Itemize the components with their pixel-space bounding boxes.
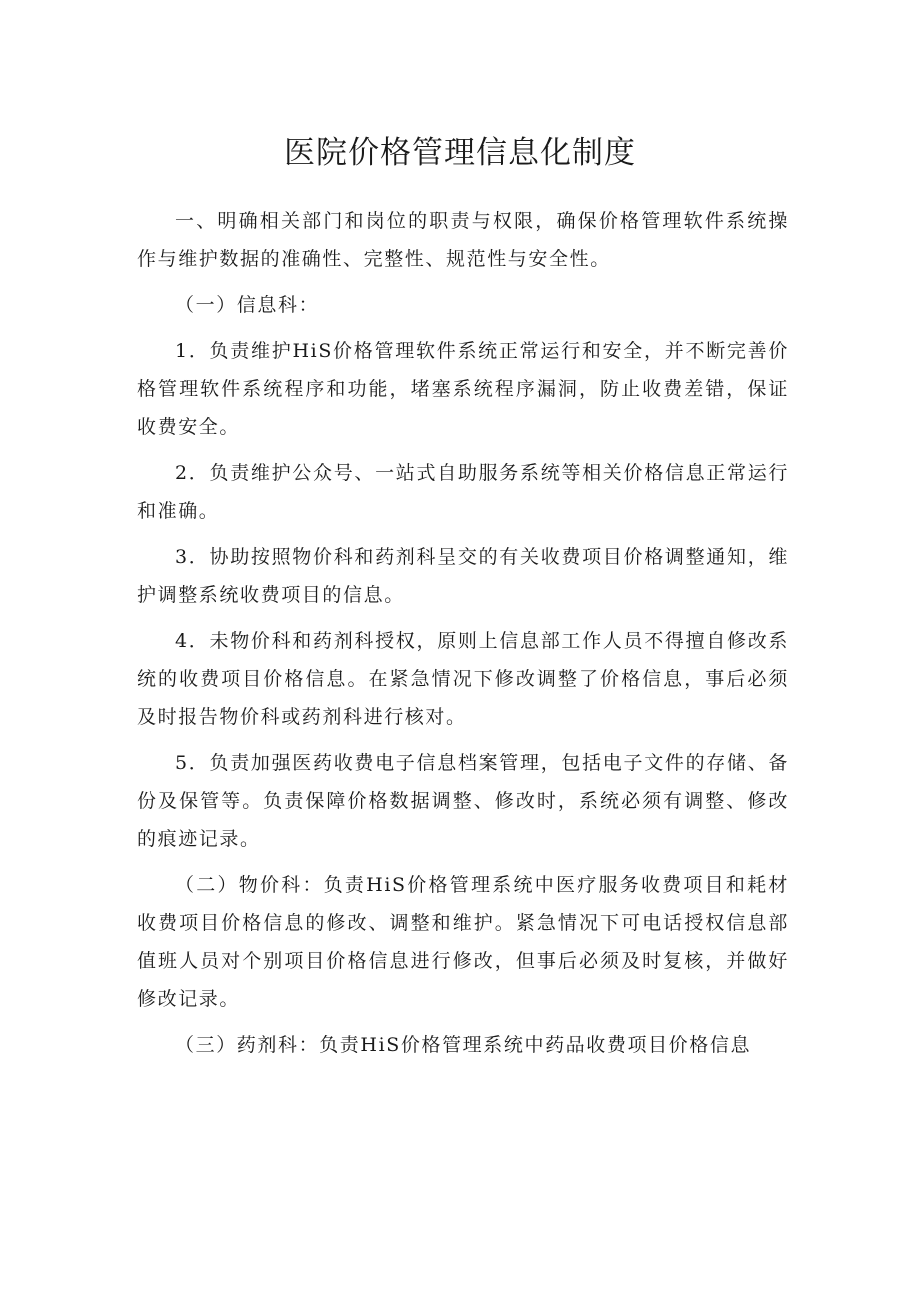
document-title: 医院价格管理信息化制度 xyxy=(284,134,636,171)
paragraph-subheading-info-dept: （一）信息科： xyxy=(175,294,320,316)
paragraph-item-2: 2．负责维护公众号、一站式自助服务系统等相关价格信息正常运行和准确。 xyxy=(137,462,789,522)
paragraph-item-5: 5．负责加强医药收费电子信息档案管理，包括电子文件的存储、备份及保管等。负责保障价格数据调整、修改时，系统必须有调整、修改的痕迹记录。 xyxy=(137,752,789,850)
paragraph-item-4: 4．未物价科和药剂科授权，原则上信息部工作人员不得擅自修改系统的收费项目价格信息。在紧急情况下修改调整了价格信息，事后必须及时报告物价科或药剂科进行核对。 xyxy=(137,630,789,728)
paragraph-pharmacy-dept: （三）药剂科：负责HiS价格管理系统中药品收费项目价格信息 xyxy=(175,1034,752,1056)
paragraph-item-1: 1．负责维护HiS价格管理软件系统正常运行和安全，并不断完善价格管理软件系统程序和功能，堵塞系统程序漏洞，防止收费差错，保证收费安全。 xyxy=(137,340,789,438)
document-body xyxy=(137,202,789,1064)
paragraph-pricing-dept: （二）物价科：负责HiS价格管理系统中医疗服务收费项目和耗材收费项目价格信息的修改、调整和维护。紧急情况下可电话授权信息部值班人员对个别项目价格信息进行修改，但事后必须及时复核，并做好修改记录。 xyxy=(137,874,789,1010)
paragraph-item-3: 3．协助按照物价科和药剂科呈交的有关收费项目价格调整通知，维护调整系统收费项目的信息。 xyxy=(137,546,789,606)
paragraph-section-1-intro: 一、明确相关部门和岗位的职责与权限，确保价格管理软件系统操作与维护数据的准确性、完整性、规范性与安全性。 xyxy=(137,210,789,270)
